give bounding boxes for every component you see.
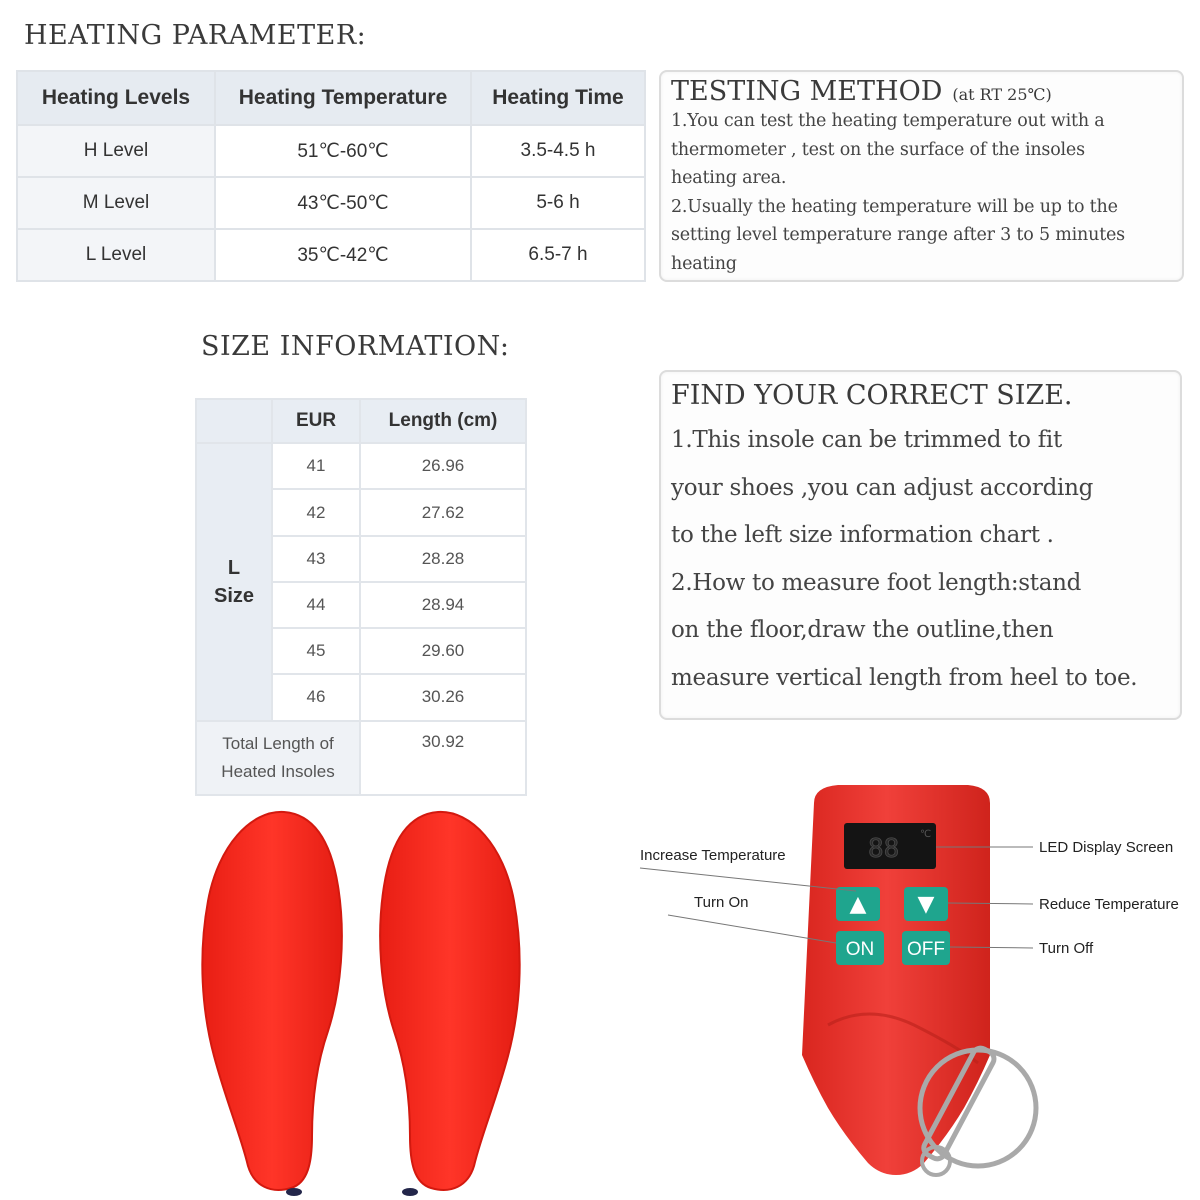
total-length-label-line1: Total Length of — [222, 733, 334, 753]
table-row — [17, 177, 645, 229]
find-size-line: to the left size information chart . — [671, 522, 1054, 548]
remote-control-panel — [628, 763, 1191, 1193]
heating-level-cell: M Level — [17, 177, 215, 229]
col-header-heating-levels: Heating Levels — [17, 71, 215, 125]
heating-time-cell: 5-6 h — [471, 177, 645, 229]
turn-off-button[interactable] — [902, 931, 950, 965]
length-cell: 29.60 — [360, 628, 526, 674]
eur-cell: 45 — [272, 628, 360, 674]
find-size-line: measure vertical length from heel to toe. — [671, 664, 1138, 691]
left-insole-heel-connector — [286, 1188, 302, 1196]
col-header-eur: EUR — [272, 399, 360, 443]
off-button-label: OFF — [907, 939, 945, 960]
total-length-label — [196, 721, 360, 795]
right-insole-heel-connector — [402, 1188, 418, 1196]
length-cell: 30.26 — [360, 674, 526, 720]
heating-temperature-cell: 43℃-50℃ — [215, 177, 471, 229]
testing-line: 1.You can test the heating temperature out with a — [671, 111, 1105, 131]
table-row — [17, 125, 645, 177]
length-cell: 28.94 — [360, 582, 526, 628]
testing-method-heading — [671, 76, 1172, 107]
increase-temperature-button[interactable] — [836, 887, 880, 921]
table-row-total — [196, 721, 526, 795]
find-size-line: on the floor,draw the outline,then — [671, 617, 1054, 643]
callout-led-display: LED Display Screen — [1039, 839, 1174, 856]
col-header-heating-temperature: Heating Temperature — [215, 71, 471, 125]
find-size-line: 2.How to measure foot length:stand — [671, 569, 1082, 596]
testing-method-note: (at RT 25℃) — [952, 85, 1052, 104]
size-header-blank — [196, 399, 272, 443]
length-cell: 27.62 — [360, 489, 526, 535]
size-group-letter: L — [227, 556, 241, 579]
heating-time-cell: 6.5-7 h — [471, 229, 645, 281]
testing-line: 2.Usually the heating temperature will be up to the — [671, 196, 1118, 217]
heating-temperature-cell: 35℃-42℃ — [215, 229, 471, 281]
size-group-label — [196, 443, 272, 720]
led-display-digits: 88 — [868, 834, 900, 864]
down-arrow-icon: ▼ — [917, 892, 935, 917]
testing-method-title: TESTING METHOD — [671, 76, 943, 107]
eur-cell: 46 — [272, 674, 360, 720]
col-header-length: Length (cm) — [360, 399, 526, 443]
testing-method-box — [659, 70, 1184, 282]
find-size-line: 1.This insole can be trimmed to fit — [671, 427, 1062, 453]
right-insole — [380, 812, 520, 1190]
testing-line: heating area. — [671, 168, 787, 188]
size-information-table — [195, 398, 527, 796]
reduce-temperature-button[interactable] — [904, 887, 948, 921]
eur-cell: 43 — [272, 536, 360, 582]
heating-section-title: HEATING PARAMETER: — [24, 20, 367, 51]
testing-line: setting level temperature range after 3 to 5 minutes — [671, 225, 1125, 245]
find-size-line: your shoes ,you can adjust according — [671, 474, 1094, 501]
length-cell: 26.96 — [360, 443, 526, 489]
find-size-title: FIND YOUR CORRECT SIZE. — [671, 380, 1073, 411]
table-row — [17, 229, 645, 281]
up-arrow-icon: ▲ — [849, 892, 867, 917]
callout-turn-off: Turn Off — [1039, 940, 1094, 957]
testing-line: heating — [671, 253, 737, 274]
callout-turn-on: Turn On — [694, 894, 749, 911]
eur-cell: 42 — [272, 489, 360, 535]
eur-cell: 44 — [272, 582, 360, 628]
heating-level-cell: H Level — [17, 125, 215, 177]
heating-table-header-row — [17, 71, 645, 125]
heating-level-cell: L Level — [17, 229, 215, 281]
size-section-title: SIZE INFORMATION: — [201, 331, 510, 362]
heating-parameter-table — [16, 70, 646, 282]
on-button-label: ON — [845, 939, 875, 960]
total-length-value: 30.92 — [360, 721, 526, 795]
length-cell: 28.28 — [360, 536, 526, 582]
remote-control-illustration — [628, 763, 1191, 1193]
led-display-unit: ℃ — [920, 829, 932, 840]
callout-reduce-temperature: Reduce Temperature — [1039, 896, 1179, 913]
find-size-box — [659, 370, 1182, 720]
callout-increase-temperature: Increase Temperature — [640, 847, 786, 864]
heating-time-cell: 3.5-4.5 h — [471, 125, 645, 177]
table-row — [196, 443, 526, 489]
turn-on-button[interactable] — [836, 931, 884, 965]
total-length-label-line2: Heated Insoles — [221, 761, 335, 781]
heated-insoles-illustration — [196, 806, 526, 1196]
size-table-header-row — [196, 399, 526, 443]
testing-line: thermometer , test on the surface of the insoles — [671, 139, 1085, 160]
left-insole — [202, 812, 342, 1190]
heating-temperature-cell: 51℃-60℃ — [215, 125, 471, 177]
eur-cell: 41 — [272, 443, 360, 489]
size-group-word: Size — [213, 584, 255, 607]
col-header-heating-time: Heating Time — [471, 71, 645, 125]
